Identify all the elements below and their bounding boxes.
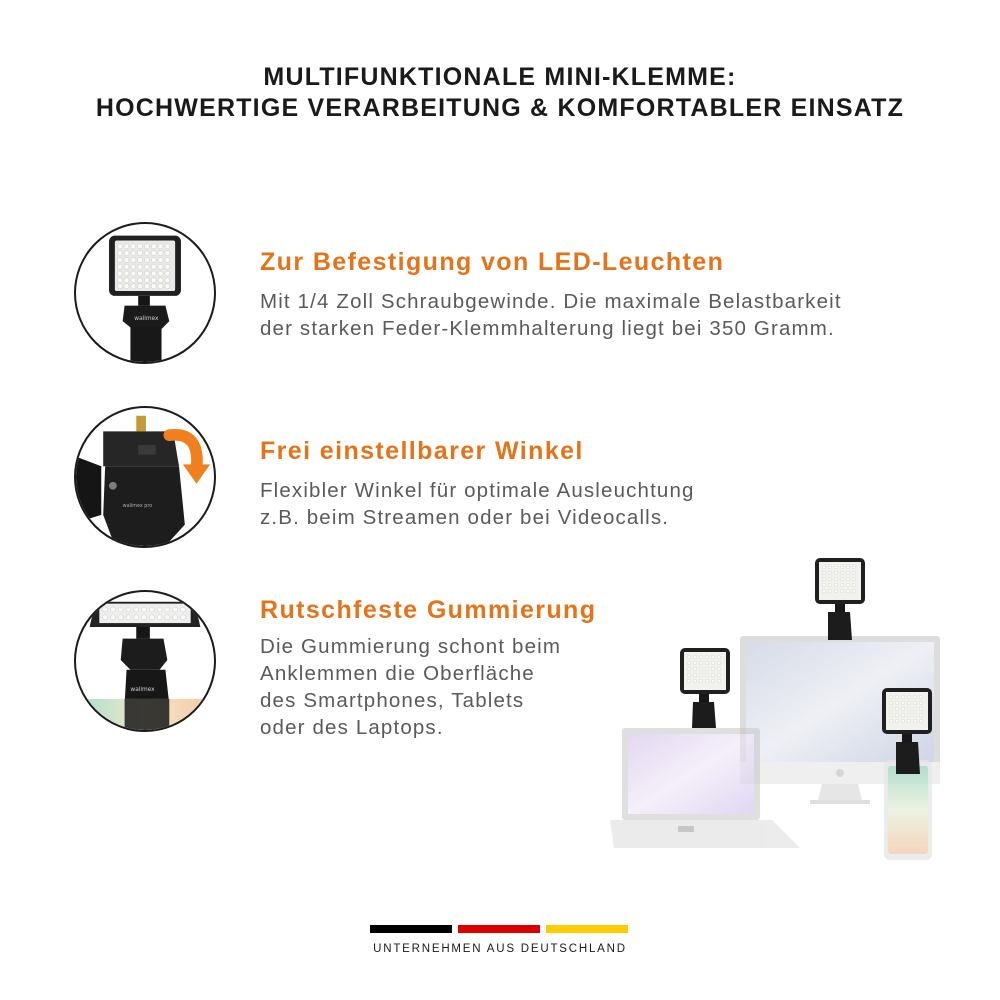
page-title-line-2: HOCHWERTIGE VERARBEITUNG & KOMFORTABLER EINSATZ [95, 94, 905, 122]
feature-description-line: Die Gummierung schont beim [260, 635, 562, 658]
feature-description-led-mount [260, 288, 842, 342]
feature-description-line: der starken Feder-Klemmhalterung liegt bei 350 Gramm. [260, 317, 835, 340]
smartphone [884, 760, 932, 860]
devices-with-led-lights-image [600, 548, 950, 868]
feature-description-line: z.B. beim Streamen oder bei Videocalls. [260, 506, 670, 529]
svg-text:walimex pro: walimex pro [122, 503, 153, 510]
feature-description-line: des Smartphones, Tablets [260, 689, 525, 712]
page-title-line-1: MULTIFUNKTIONALE MINI-KLEMME: [263, 63, 737, 91]
flag-stripe-gold [546, 925, 628, 933]
feature-title-adjustable-angle: Frei einstellbarer Winkel [260, 437, 584, 465]
adjustable-angle-clamp-icon [74, 406, 216, 548]
company-origin-label: UNTERNEHMEN AUS DEUTSCHLAND [373, 943, 627, 955]
feature-description-line: Flexibler Winkel für optimale Ausleuchtung [260, 479, 695, 502]
page-title [0, 62, 1000, 124]
clamp-on-device-edge-image [76, 592, 214, 730]
feature-title-led-mount: Zur Befestigung von LED-Leuchten [260, 248, 725, 276]
flag-stripe-red [458, 925, 540, 933]
svg-text:walimex: walimex [134, 316, 159, 323]
svg-text:walimex: walimex [130, 687, 155, 694]
flag-stripe-black [370, 925, 452, 933]
feature-title-rubber-grip: Rutschfeste Gummierung [260, 596, 597, 624]
led-light-on-laptop [680, 648, 730, 728]
clamp-with-rotation-arrow-image [76, 408, 214, 546]
feature-description-line: Anklemmen die Oberfläche [260, 662, 535, 685]
feature-description-line: oder des Laptops. [260, 716, 444, 739]
led-light-on-clamp-image [76, 224, 214, 362]
rubber-grip-clamp-icon [74, 590, 216, 732]
feature-description-rubber-grip [260, 633, 561, 741]
feature-description-adjustable-angle [260, 477, 695, 531]
led-light-clamp-icon [74, 222, 216, 364]
feature-description-line: Mit 1/4 Zoll Schraubgewinde. Die maximale Belastbarkeit [260, 290, 842, 313]
led-light-on-monitor [815, 558, 865, 640]
